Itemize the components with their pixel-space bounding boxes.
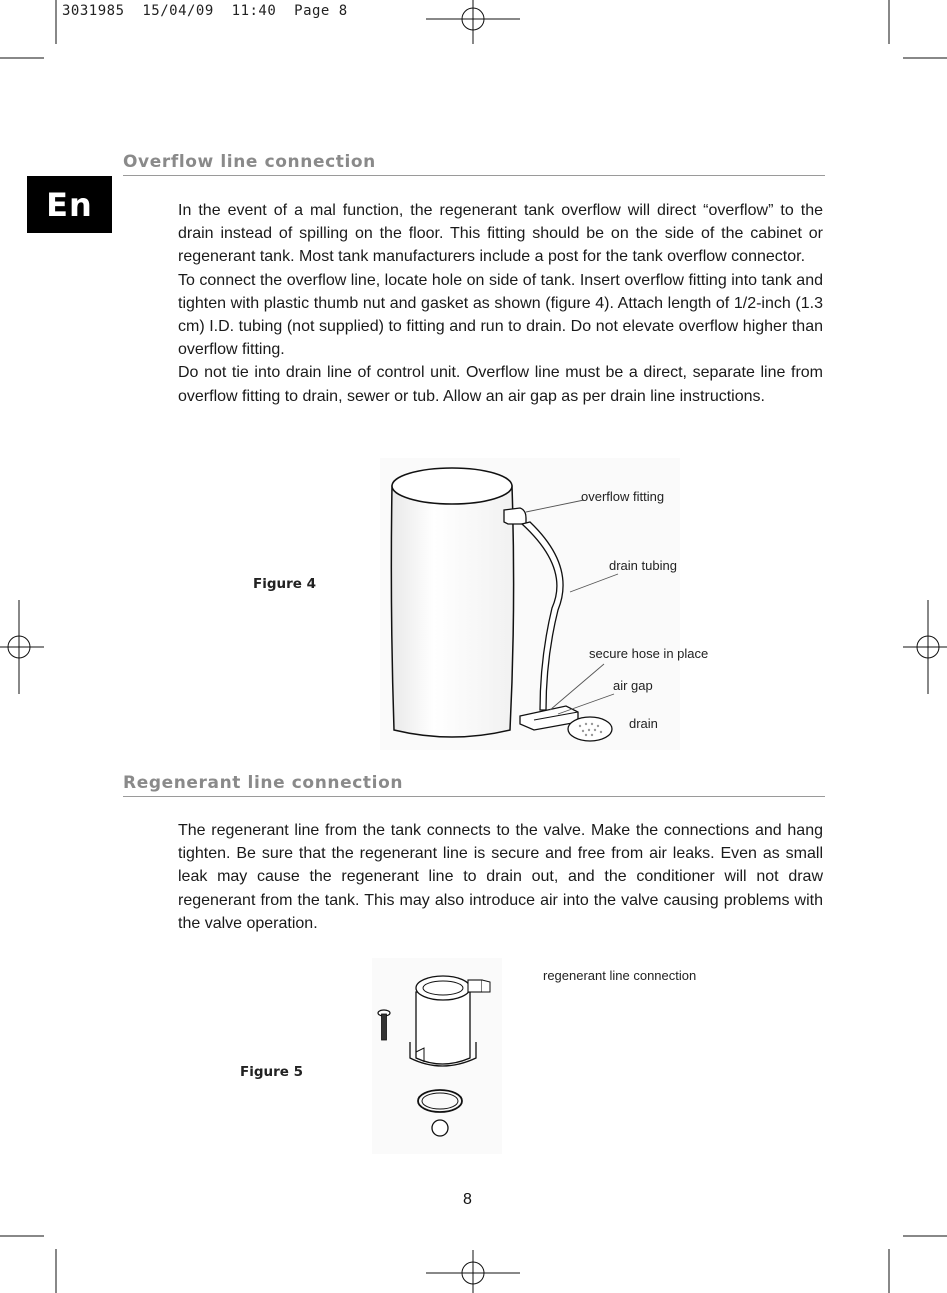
registration-mark-left (0, 600, 44, 694)
callout-air-gap: air gap (613, 678, 653, 693)
figure-5-label: Figure 5 (240, 1064, 304, 1080)
regenerant-section-heading: Regenerant line connection (123, 773, 825, 797)
print-slug: 3031985 15/04/09 11:40 Page 8 (62, 3, 348, 19)
callout-drain-tubing: drain tubing (609, 558, 677, 573)
regenerant-body-text (178, 819, 823, 935)
callout-secure-hose: secure hose in place (589, 646, 709, 661)
registration-mark-right (903, 600, 947, 694)
callout-overflow-fitting: overflow fitting (581, 489, 665, 504)
overflow-body-text (178, 199, 823, 408)
callout-drain: drain (629, 716, 658, 731)
figure-4-label: Figure 4 (253, 576, 317, 592)
overflow-fitting-shape (504, 508, 526, 524)
overflow-section-heading: Overflow line connection (123, 152, 825, 176)
figure-5-illustration (372, 958, 502, 1154)
overflow-paragraph-2: To connect the overflow line, locate hole on side of tank. Insert overflow fitting into tank and tighten with plastic thumb nut and gasket as shown (figure 4). Attach length of 1/2-inch (1.3 cm) I.D. tubing (not supplied) to fitting and run to drain. Do not elevate overflow higher than overflow fitting. (178, 271, 823, 359)
language-tab: En (27, 176, 112, 233)
registration-mark-bottom (426, 1250, 520, 1293)
overflow-paragraph-3: Do not tie into drain line of control unit. Overflow line must be a direct, separate line from overflow fitting to drain, sewer or tub. Allow an air gap as per drain line instructions. (178, 364, 823, 405)
callout-regenerant-line-connection: regenerant line connection (543, 968, 697, 983)
registration-mark-top (426, 0, 520, 44)
check-ball-shape (432, 1120, 448, 1136)
overflow-paragraph-1: In the event of a mal function, the regenerant tank overflow will direct “overflow” to the drain instead of spilling on the floor. This fitting should be on the side of the cabinet or regenerant tank. Most tank manufacturers include a post for the tank overflow connector. (178, 202, 823, 266)
drain-shape (568, 717, 612, 741)
tank-shape (391, 468, 513, 737)
regenerant-paragraph-1: The regenerant line from the tank connects to the valve. Make the connections and hang tighten. Be sure that the regenerant line is secure and free from air leaks. Even as small leak may cause the regenerant line to drain out, and the conditioner will not draw regenerant from the tank. This may also introduce air into the valve causing problems with the valve operation. (178, 822, 823, 932)
page-number: 8 (463, 1191, 472, 1208)
